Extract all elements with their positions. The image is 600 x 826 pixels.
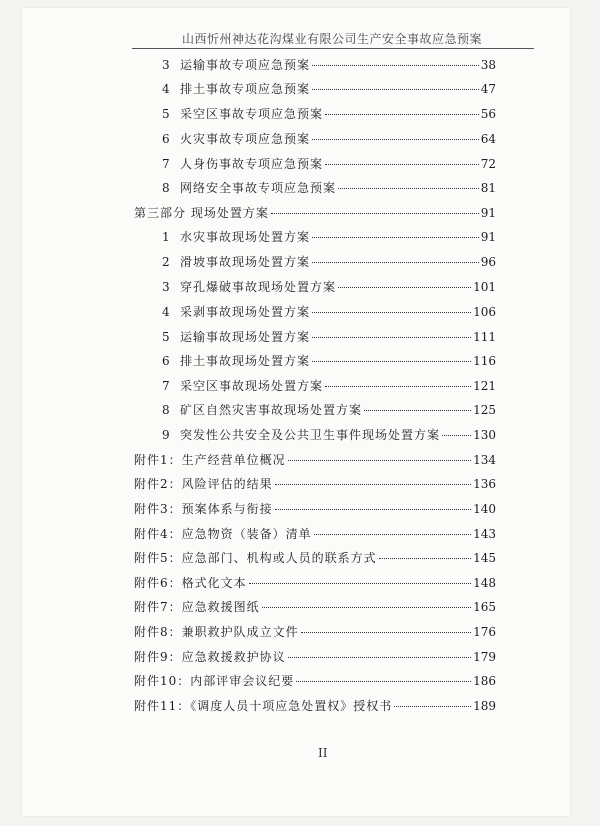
- toc-leader-dots: [301, 632, 471, 633]
- toc-entry-page: 148: [473, 576, 496, 590]
- toc-leader-dots: [262, 607, 471, 608]
- toc-leader-dots: [312, 361, 471, 362]
- toc-entry: [134, 672, 496, 689]
- toc-entry: [162, 179, 496, 196]
- toc-entry-number: 7: [162, 157, 171, 171]
- toc-entry-title: 矿区自然灾害事故现场处置方案: [180, 403, 363, 417]
- toc-entry-number: 3: [162, 280, 171, 294]
- header-rule: [132, 48, 534, 49]
- toc-leader-dots: [442, 435, 471, 436]
- toc-entry-page: 121: [473, 379, 496, 393]
- toc-entry-title: 人身伤事故专项应急预案: [180, 157, 324, 171]
- toc-entry-title: 附件5：应急部门、机构或人员的联系方式: [134, 551, 377, 565]
- toc-entry-page: 72: [480, 157, 496, 171]
- toc-entry-title: 滑坡事故现场处置方案: [180, 255, 311, 269]
- toc-entry-page: 143: [473, 527, 496, 541]
- toc-entry: [134, 204, 496, 221]
- toc-entry-page: 101: [473, 280, 496, 294]
- toc-entry-title: 附件3：预案体系与衔接: [134, 502, 273, 516]
- toc-entry-page: 96: [480, 255, 496, 269]
- toc-entry: [162, 155, 496, 172]
- toc-entry-number: 5: [162, 107, 171, 121]
- toc-entry-page: 91: [480, 206, 496, 220]
- toc-entry-number: 8: [162, 181, 171, 195]
- toc-leader-dots: [364, 410, 471, 411]
- toc-entry-title: 附件9：应急救援救护协议: [134, 650, 286, 664]
- toc-entry-number: 6: [162, 132, 171, 146]
- toc-leader-dots: [312, 262, 479, 263]
- toc-entry-title: 排土事故专项应急预案: [180, 82, 311, 96]
- toc-entry: [134, 475, 496, 492]
- toc-entry-number: 9: [162, 428, 171, 442]
- toc-entry-number: 4: [162, 305, 171, 319]
- toc-entry: [162, 228, 496, 245]
- toc-entry: [162, 303, 496, 320]
- toc-entry-page: 130: [473, 428, 496, 442]
- toc-leader-dots: [312, 65, 479, 66]
- toc-entry-page: 47: [480, 82, 496, 96]
- toc-entry-page: 91: [480, 230, 496, 244]
- toc-entry-title: 水灾事故现场处置方案: [180, 230, 311, 244]
- toc-entry-number: 3: [162, 58, 171, 72]
- toc-entry-title: 穿孔爆破事故现场处置方案: [180, 280, 337, 294]
- toc-entry-page: 179: [473, 650, 496, 664]
- toc-entry-title: 附件8：兼职救护队成立文件: [134, 625, 299, 639]
- page-header: 山西忻州神达花沟煤业有限公司生产安全事故应急预案: [181, 32, 482, 46]
- toc-entry-title: 突发性公共安全及公共卫生事件现场处置方案: [180, 428, 441, 442]
- toc-leader-dots: [338, 287, 471, 288]
- toc-entry-title: 附件1：生产经营单位概况: [134, 453, 286, 467]
- toc-leader-dots: [312, 337, 471, 338]
- toc-entry-title: 采剥事故现场处置方案: [180, 305, 311, 319]
- toc-entry-title: 火灾事故专项应急预案: [180, 132, 311, 146]
- toc-leader-dots: [312, 237, 479, 238]
- toc-entry-title: 附件10：内部评审会议纪要: [134, 674, 295, 688]
- toc-entry: [162, 377, 496, 394]
- toc-entry-title: 第三部分 现场处置方案: [134, 206, 269, 220]
- toc-entry-page: 145: [473, 551, 496, 565]
- toc-entry-title: 运输事故专项应急预案: [180, 58, 311, 72]
- toc-entry: [134, 648, 496, 665]
- toc-leader-dots: [288, 460, 471, 461]
- toc-entry-number: 1: [162, 230, 171, 244]
- toc-entry-number: 5: [162, 330, 171, 344]
- toc-entry-title: 附件7：应急救援图纸: [134, 600, 260, 614]
- toc-leader-dots: [249, 583, 471, 584]
- toc-leader-dots: [312, 139, 479, 140]
- toc-entry-page: 134: [473, 453, 496, 467]
- toc-entry-page: 186: [473, 674, 496, 688]
- toc-leader-dots: [275, 509, 471, 510]
- toc-leader-dots: [325, 386, 471, 387]
- toc-leader-dots: [338, 188, 479, 189]
- toc-entry-page: 189: [473, 699, 496, 713]
- toc-entry-number: 7: [162, 379, 171, 393]
- toc-leader-dots: [271, 213, 479, 214]
- toc-entry-page: 106: [473, 305, 496, 319]
- toc-entry-title: 运输事故现场处置方案: [180, 330, 311, 344]
- toc-entry: [134, 623, 496, 640]
- toc-entry: [134, 500, 496, 517]
- toc-entry: [162, 352, 496, 369]
- toc-leader-dots: [325, 164, 479, 165]
- toc-entry-number: 4: [162, 82, 171, 96]
- toc-leader-dots: [312, 89, 479, 90]
- toc-entry-title: 附件4：应急物资（装备）清单: [134, 527, 312, 541]
- toc-entry-page: 81: [480, 181, 496, 195]
- toc-leader-dots: [394, 706, 471, 707]
- toc-entry: [162, 328, 496, 345]
- toc-entry-page: 111: [473, 330, 496, 344]
- toc-entry-title: 采空区事故专项应急预案: [180, 107, 324, 121]
- toc-entry-page: 136: [473, 477, 496, 491]
- toc-entry-page: 140: [473, 502, 496, 516]
- toc-entry-number: 6: [162, 354, 171, 368]
- toc-entry-page: 64: [480, 132, 496, 146]
- toc-entry: [162, 426, 496, 443]
- toc-leader-dots: [312, 312, 471, 313]
- toc-entry-page: 165: [473, 600, 496, 614]
- toc-entry-title: 采空区事故现场处置方案: [180, 379, 324, 393]
- toc-entry: [162, 278, 496, 295]
- toc-entry-title: 附件11：《调度人员十项应急处置权》授权书: [134, 699, 393, 713]
- toc-entry: [134, 574, 496, 591]
- toc-entry-page: 125: [473, 403, 496, 417]
- toc-leader-dots: [314, 534, 471, 535]
- toc-entry-page: 56: [480, 107, 496, 121]
- toc-entry: [162, 401, 496, 418]
- toc-leader-dots: [379, 558, 471, 559]
- toc-entry: [134, 549, 496, 566]
- toc-entry-page: 116: [473, 354, 496, 368]
- toc-entry-title: 附件2：风险评估的结果: [134, 477, 273, 491]
- toc-entry-page: 38: [480, 58, 496, 72]
- toc-entry: [162, 105, 496, 122]
- toc-entry: [134, 451, 496, 468]
- toc-leader-dots: [288, 657, 471, 658]
- toc-entry-number: 2: [162, 255, 171, 269]
- toc-entry-number: 8: [162, 403, 171, 417]
- toc-entry-title: 附件6：格式化文本: [134, 576, 247, 590]
- toc-entry-title: 网络安全事故专项应急预案: [180, 181, 337, 195]
- toc-entry: [134, 697, 496, 714]
- toc-leader-dots: [296, 681, 471, 682]
- toc-entry: [162, 130, 496, 147]
- page-number: II: [318, 746, 328, 760]
- toc-leader-dots: [275, 484, 471, 485]
- toc-entry: [134, 525, 496, 542]
- toc-entry: [162, 80, 496, 97]
- toc-leader-dots: [325, 114, 479, 115]
- toc-entry: [162, 253, 496, 270]
- toc-entry: [162, 56, 496, 73]
- document-page: [22, 8, 570, 816]
- toc-entry: [134, 598, 496, 615]
- toc-entry-page: 176: [473, 625, 496, 639]
- toc-entry-title: 排土事故现场处置方案: [180, 354, 311, 368]
